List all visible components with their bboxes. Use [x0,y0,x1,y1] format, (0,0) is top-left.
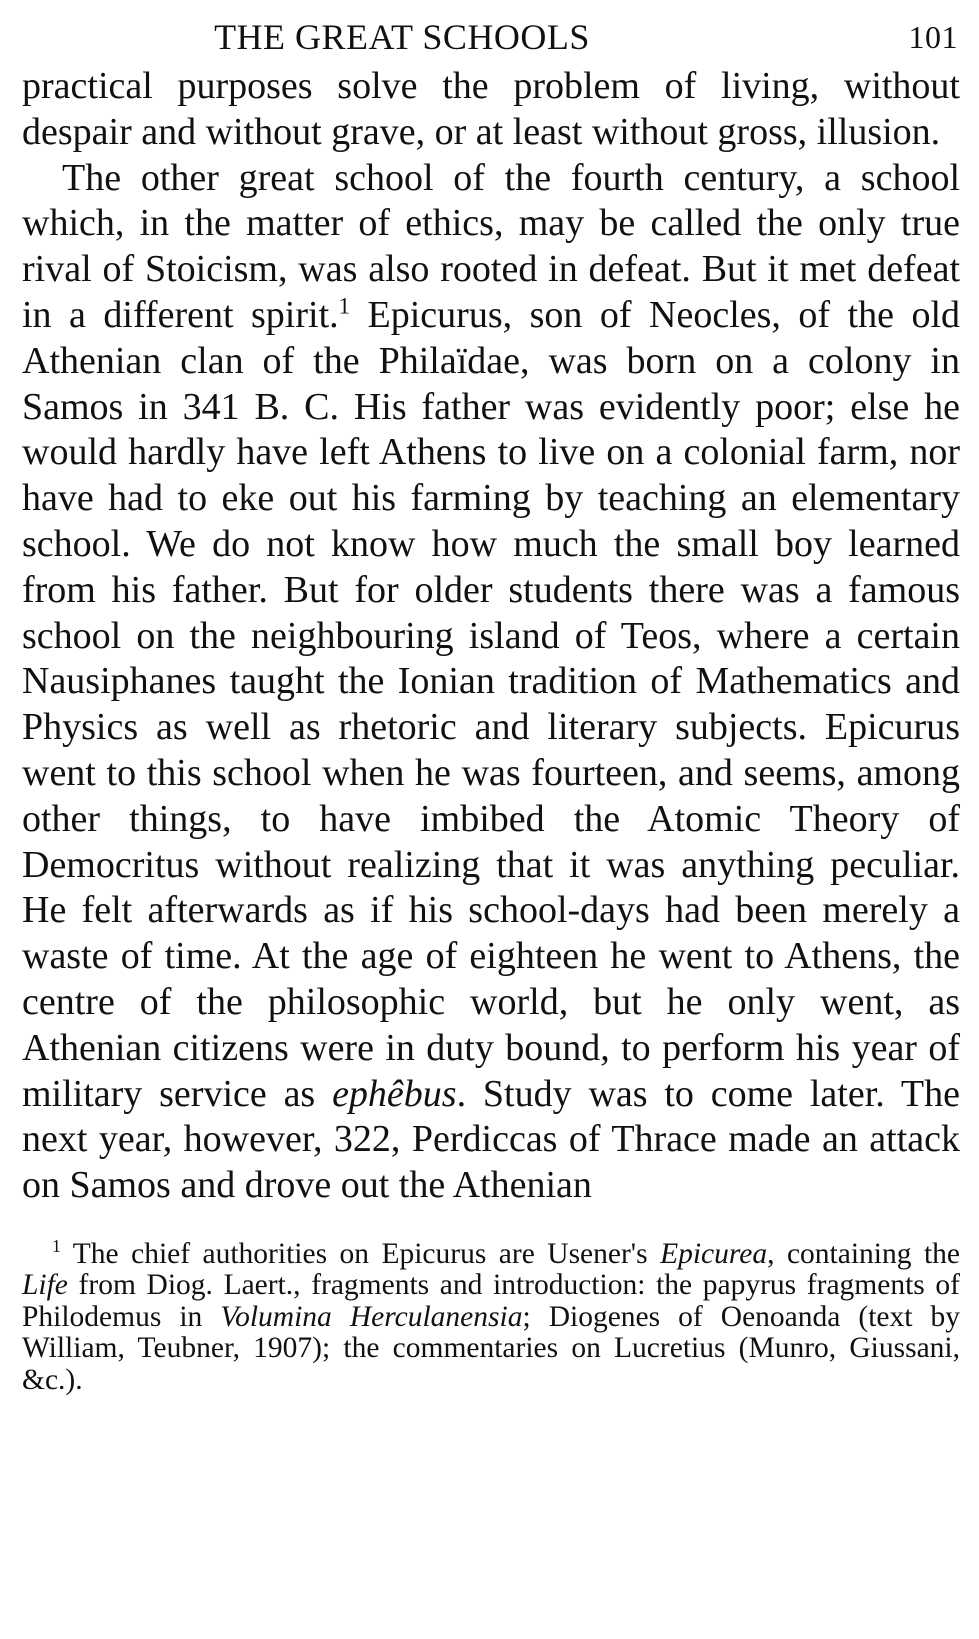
main-text [22,64,960,1209]
italic-title: Epicurea [660,1237,768,1270]
text-span: . Study was to come later. The next year, however, 322, Perdiccas of Thrace made an attack on Samos and drove out the Athenian [22,1072,961,1207]
footnote-marker: 1 [52,1236,61,1257]
book-page [22,14,960,1396]
footnotes [22,1236,960,1397]
text-span: His father was evidently poor; else he would hardly have left Athens to live on a colonial farm, nor have had to eke out his farming by teaching an elementary school. We do not know how much the small boy learned from his father. But for older students there was a famous school on the neighbouring island of Teos, where a certain Nausiphanes taught the Ionian tradition of Mathematics and Physics as well as rhetoric and literary subjects. Epicurus went to this school when he was fourteen, and seems, among other things, to have imbibed the Atomic Theory of Democritus without realizing that it was anything peculiar. He felt afterwards as if his school-days had been merely a waste of time. At the age of eighteen he went to Athens, the centre of the philosophic world, but he only went, as Athenian citizens were in duty bound, to perform his year of military service as [22,385,960,1115]
text-span: , containing the [767,1237,960,1270]
italic-title: Volumina Herculanensia [220,1300,523,1333]
paragraph-continued: practical purposes solve the problem of living, without despair and without grave, or at least without gross, illusion. [22,65,960,153]
text-span: The chief authorities on Epicurus are Usener's [60,1237,661,1270]
footnote [22,1236,960,1397]
era-abbreviation: B. C. [254,385,339,428]
running-head [22,14,960,60]
text-span: Epicurus, son of Neocles, of the old Athenian clan of the Philaïdae, was born on a colony in Samos in 341 [22,293,961,428]
text-span: The other great school of the fourth century, a school which, in the matter of ethics, may be called the only true rival of Stoicism, was also rooted in defeat. But it met defeat in a different spirit. [22,156,960,336]
italic-title: Life [22,1269,68,1302]
running-title: THE GREAT SCHOOLS [214,17,590,57]
italic-term: ephêbus [332,1072,457,1115]
page-number: 101 [908,19,958,55]
footnote-reference: 1 [338,293,351,319]
paragraph-epicurus [22,156,960,1209]
text-span: from Diog. Laert., fragments and introduction: the papyrus fragments of Philodemus in [22,1269,960,1333]
text-span: ; Diogenes of Oenoanda (text by William, Teubner, 1907); the commentaries on Lucretius (Munro, Giussani, &c.). [22,1300,960,1396]
